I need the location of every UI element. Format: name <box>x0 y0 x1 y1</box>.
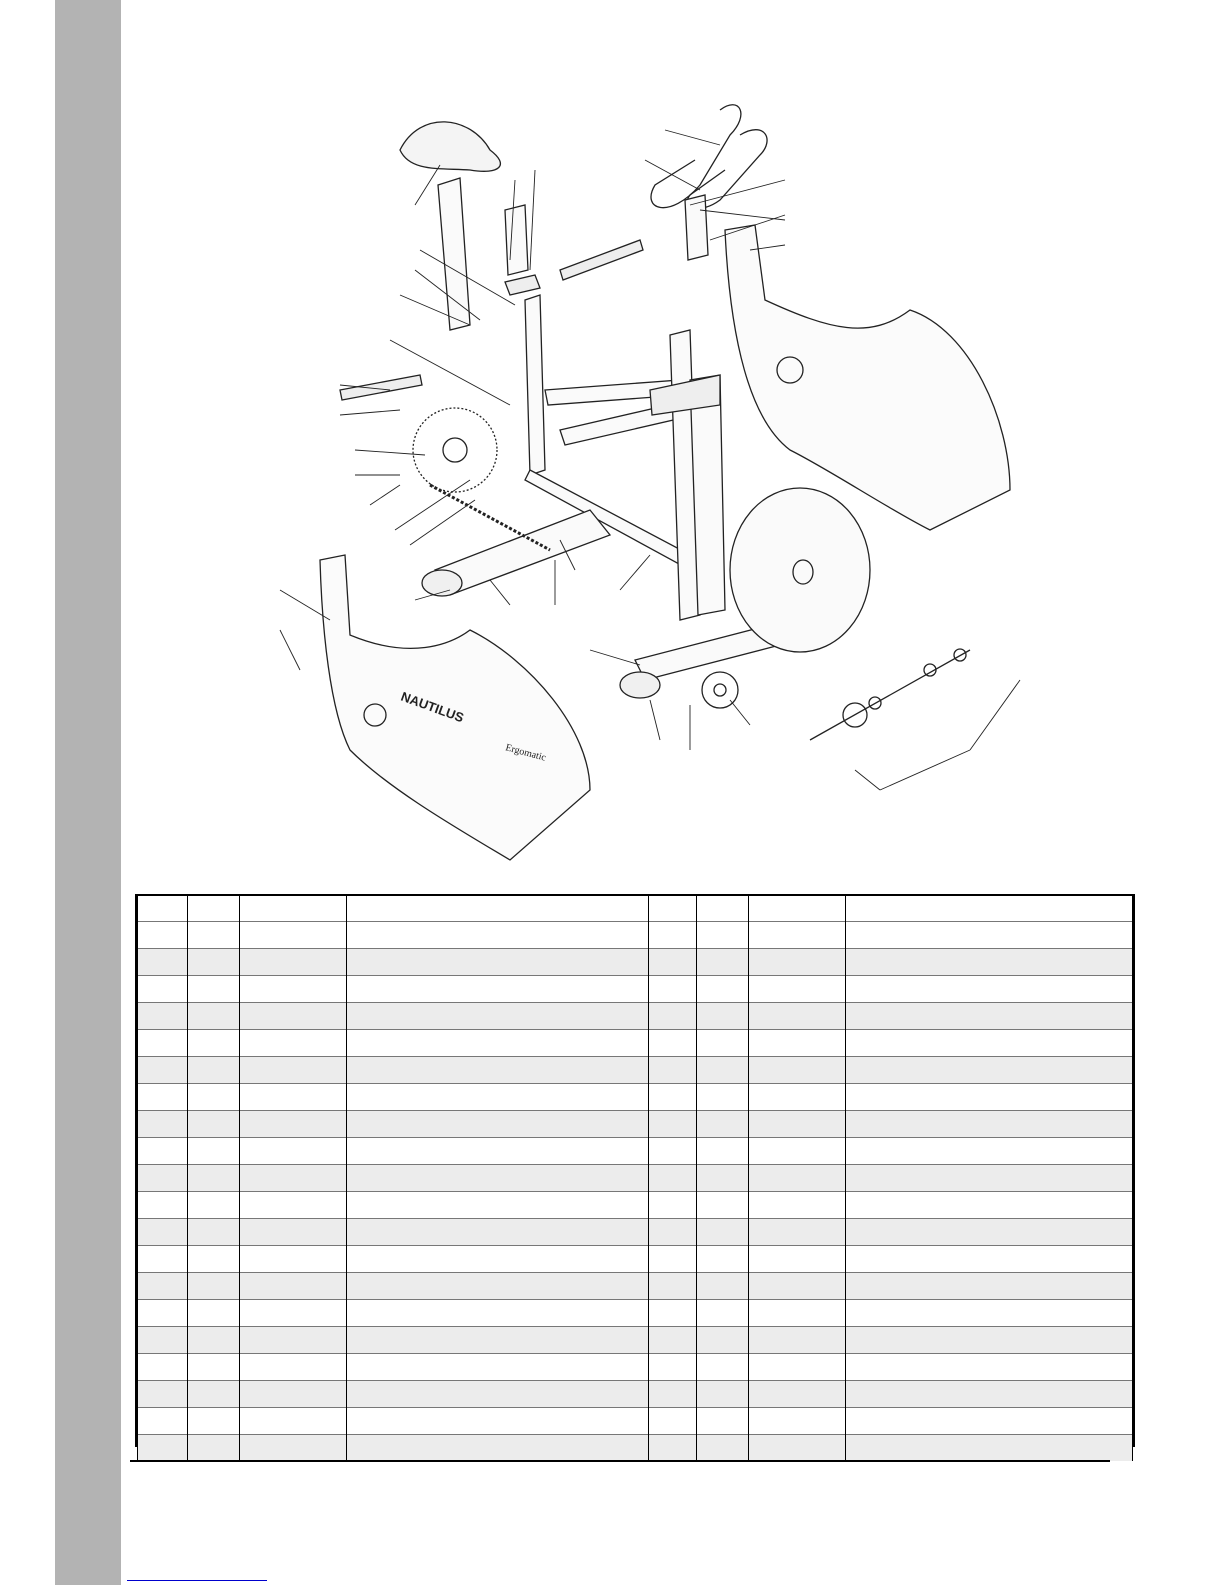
table-cell <box>649 1057 697 1084</box>
table-cell <box>749 1381 846 1408</box>
table-cell <box>188 1408 240 1435</box>
table-row <box>138 1057 1133 1084</box>
table-cell <box>697 1003 749 1030</box>
table-cell <box>749 1219 846 1246</box>
table-cell <box>697 1354 749 1381</box>
table-row <box>138 922 1133 949</box>
table-cell <box>347 922 649 949</box>
table-cell <box>188 1030 240 1057</box>
right-side-cover <box>725 225 1010 530</box>
table-cell <box>649 1003 697 1030</box>
table-cell <box>649 1084 697 1111</box>
table-cell <box>846 1381 1133 1408</box>
table-cell <box>347 1354 649 1381</box>
table-cell <box>240 949 347 976</box>
pedal-right <box>560 240 643 280</box>
table-row <box>138 1138 1133 1165</box>
table-cell <box>188 922 240 949</box>
table-cell <box>138 1246 188 1273</box>
table-cell <box>697 1408 749 1435</box>
table-cell <box>240 1354 347 1381</box>
table-cell <box>188 1246 240 1273</box>
table-cell <box>697 1219 749 1246</box>
table-cell <box>188 1354 240 1381</box>
table-cell <box>188 1057 240 1084</box>
table-cell <box>649 1435 697 1462</box>
table-cell <box>846 1111 1133 1138</box>
table-cell <box>347 1165 649 1192</box>
table-cell <box>749 1192 846 1219</box>
table-cell <box>188 976 240 1003</box>
table-row <box>138 949 1133 976</box>
table-cell <box>188 1084 240 1111</box>
pedal-left <box>340 375 422 400</box>
header-cell <box>240 896 347 922</box>
table-cell <box>347 1381 649 1408</box>
table-cell <box>846 922 1133 949</box>
table-cell <box>347 1273 649 1300</box>
table-cell <box>240 1327 347 1354</box>
table-cell <box>240 1030 347 1057</box>
table-cell <box>240 1219 347 1246</box>
table-cell <box>846 1003 1133 1030</box>
table-cell <box>138 949 188 976</box>
table-row <box>138 976 1133 1003</box>
table-cell <box>138 976 188 1003</box>
table-cell <box>240 1246 347 1273</box>
table-cell <box>138 922 188 949</box>
bottom-divider <box>130 1460 1110 1462</box>
table-cell <box>188 1300 240 1327</box>
table-cell <box>347 1300 649 1327</box>
rear-stabilizer <box>620 625 780 698</box>
table-cell <box>697 1084 749 1111</box>
table-row <box>138 1408 1133 1435</box>
table-cell <box>846 1165 1133 1192</box>
table-cell <box>846 1138 1133 1165</box>
resistance-assembly <box>810 649 970 740</box>
table-row <box>138 1003 1133 1030</box>
table-cell <box>188 1138 240 1165</box>
table-cell <box>240 1408 347 1435</box>
table-row <box>138 1030 1133 1057</box>
table-cell <box>188 1435 240 1462</box>
table-cell <box>846 1219 1133 1246</box>
table-cell <box>697 1273 749 1300</box>
table-row <box>138 1246 1133 1273</box>
table-cell <box>749 1246 846 1273</box>
table-cell <box>846 1030 1133 1057</box>
table-cell <box>846 1246 1133 1273</box>
table-cell <box>749 1165 846 1192</box>
table-cell <box>347 1138 649 1165</box>
table-row <box>138 1273 1133 1300</box>
table-cell <box>749 1138 846 1165</box>
table-cell <box>649 1408 697 1435</box>
table-row <box>138 1435 1133 1462</box>
table-cell <box>846 1273 1133 1300</box>
table-cell <box>749 1111 846 1138</box>
exploded-parts-diagram <box>270 90 1050 890</box>
table-cell <box>649 922 697 949</box>
table-cell <box>188 1273 240 1300</box>
table-cell <box>347 1192 649 1219</box>
table-cell <box>347 949 649 976</box>
table-cell <box>649 1300 697 1327</box>
table-row <box>138 1381 1133 1408</box>
seat-post <box>438 178 470 330</box>
table-cell <box>749 1327 846 1354</box>
table-cell <box>240 1084 347 1111</box>
table-row <box>138 1165 1133 1192</box>
chainring <box>413 408 497 492</box>
table-cell <box>697 1381 749 1408</box>
table-cell <box>347 1327 649 1354</box>
table-cell <box>188 1165 240 1192</box>
header-cell <box>138 896 188 922</box>
header-cell <box>649 896 697 922</box>
table-cell <box>749 1354 846 1381</box>
table-cell <box>347 1219 649 1246</box>
table-cell <box>749 976 846 1003</box>
table-cell <box>240 1192 347 1219</box>
table-cell <box>138 1003 188 1030</box>
table-header-row <box>138 896 1133 922</box>
table-cell <box>749 1273 846 1300</box>
table-cell <box>188 1003 240 1030</box>
table-cell <box>846 1300 1133 1327</box>
table-cell <box>347 1435 649 1462</box>
table-cell <box>697 1435 749 1462</box>
left-margin-band <box>55 0 121 1585</box>
table-cell <box>697 949 749 976</box>
table-cell <box>347 976 649 1003</box>
header-cell <box>846 896 1133 922</box>
table-row <box>138 1354 1133 1381</box>
table-cell <box>138 1219 188 1246</box>
header-cell <box>697 896 749 922</box>
table-row <box>138 1084 1133 1111</box>
table-cell <box>138 1165 188 1192</box>
table-cell <box>347 1030 649 1057</box>
table-cell <box>138 1327 188 1354</box>
table-cell <box>649 1138 697 1165</box>
table-cell <box>649 1273 697 1300</box>
table-cell <box>846 1327 1133 1354</box>
table-cell <box>138 1138 188 1165</box>
table-cell <box>697 1057 749 1084</box>
table-cell <box>749 922 846 949</box>
table-row <box>138 1192 1133 1219</box>
footer-link-underline[interactable] <box>127 1580 267 1581</box>
table-cell <box>697 1138 749 1165</box>
table-cell <box>240 1381 347 1408</box>
table-cell <box>347 1246 649 1273</box>
table-cell <box>649 1192 697 1219</box>
left-side-cover <box>320 555 590 860</box>
ergomatic-logo-text: Ergomatic <box>504 742 548 764</box>
table-cell <box>697 1327 749 1354</box>
table-cell <box>138 1192 188 1219</box>
table-cell <box>240 1003 347 1030</box>
table-cell <box>138 1354 188 1381</box>
table-cell <box>846 1354 1133 1381</box>
nautilus-logo-text: NAUTILUS <box>398 688 466 726</box>
table-cell <box>697 976 749 1003</box>
header-cell <box>188 896 240 922</box>
table-cell <box>138 1300 188 1327</box>
table-cell <box>649 1246 697 1273</box>
table-cell <box>138 1435 188 1462</box>
table-cell <box>240 1138 347 1165</box>
table-cell <box>846 949 1133 976</box>
table-cell <box>649 1111 697 1138</box>
table-row <box>138 1111 1133 1138</box>
table-cell <box>138 1381 188 1408</box>
header-cell <box>749 896 846 922</box>
table-cell <box>188 1381 240 1408</box>
table-cell <box>649 949 697 976</box>
table-cell <box>749 1408 846 1435</box>
table-cell <box>138 1030 188 1057</box>
table-cell <box>649 1219 697 1246</box>
table-row <box>138 1327 1133 1354</box>
table-cell <box>240 1165 347 1192</box>
table-cell <box>347 1084 649 1111</box>
flywheel <box>730 488 870 652</box>
parts-list-table <box>135 894 1135 1447</box>
seat <box>400 122 500 171</box>
table-cell <box>697 1192 749 1219</box>
table-cell <box>749 1084 846 1111</box>
table-cell <box>749 1300 846 1327</box>
table-cell <box>347 1003 649 1030</box>
table-row <box>138 1219 1133 1246</box>
table-cell <box>240 1057 347 1084</box>
table-cell <box>188 949 240 976</box>
table-cell <box>188 1192 240 1219</box>
table-cell <box>749 1435 846 1462</box>
table-cell <box>697 1300 749 1327</box>
table-cell <box>240 1300 347 1327</box>
table-cell <box>846 1435 1133 1462</box>
table-cell <box>846 1084 1133 1111</box>
table-cell <box>347 1111 649 1138</box>
table-cell <box>846 1408 1133 1435</box>
table-cell <box>240 1273 347 1300</box>
front-stabilizer <box>422 510 610 596</box>
table-cell <box>846 1192 1133 1219</box>
table-cell <box>240 976 347 1003</box>
table-cell <box>697 1165 749 1192</box>
table-cell <box>749 1003 846 1030</box>
table-cell <box>749 949 846 976</box>
table-cell <box>347 1408 649 1435</box>
table-cell <box>188 1111 240 1138</box>
table-cell <box>138 1408 188 1435</box>
table-cell <box>138 1273 188 1300</box>
table-cell <box>649 1354 697 1381</box>
table-cell <box>138 1084 188 1111</box>
table-cell <box>846 976 1133 1003</box>
table-cell <box>697 1030 749 1057</box>
table-cell <box>846 1057 1133 1084</box>
table-cell <box>697 1111 749 1138</box>
table-cell <box>649 976 697 1003</box>
table-cell <box>138 1111 188 1138</box>
table-cell <box>649 1165 697 1192</box>
table-row <box>138 1300 1133 1327</box>
table-cell <box>347 1057 649 1084</box>
table-cell <box>649 1381 697 1408</box>
table-cell <box>188 1327 240 1354</box>
table-cell <box>749 1057 846 1084</box>
table-cell <box>138 1057 188 1084</box>
table-cell <box>697 922 749 949</box>
table-cell <box>749 1030 846 1057</box>
table-cell <box>240 922 347 949</box>
table-cell <box>188 1219 240 1246</box>
table-cell <box>649 1327 697 1354</box>
table-cell <box>697 1246 749 1273</box>
table-cell <box>649 1030 697 1057</box>
header-cell <box>347 896 649 922</box>
table-cell <box>240 1111 347 1138</box>
table-cell <box>240 1435 347 1462</box>
